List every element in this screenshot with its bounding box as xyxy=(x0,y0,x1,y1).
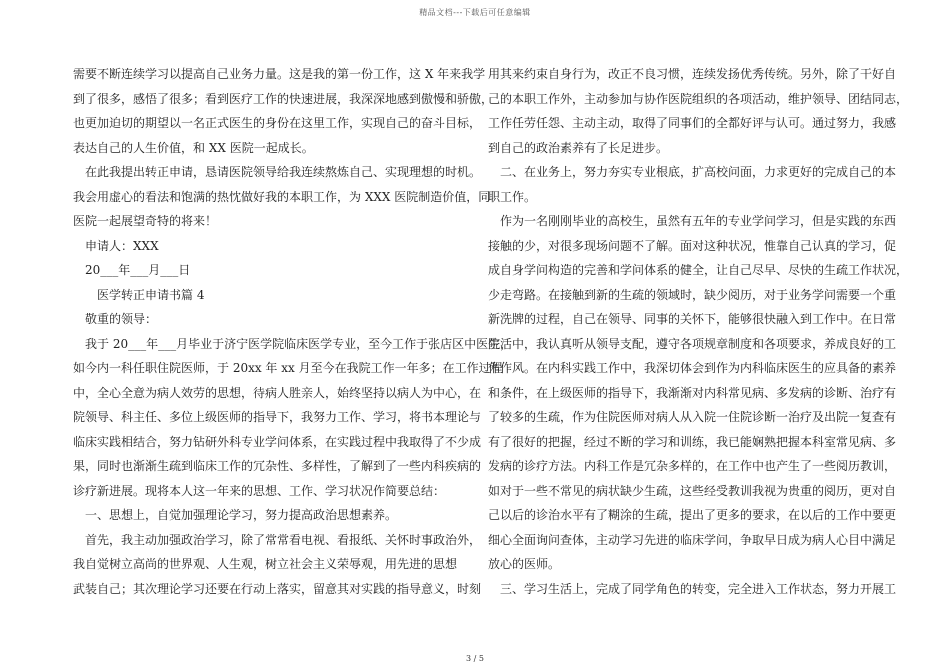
text-line: 生活中，我认真听从领导支配，遵守各项规章制度和各项要求，养成良好的工 xyxy=(488,336,897,351)
text-line: 少走弯路。在接触到新的生疏的领域时，缺少阅历，对于业务学问需要一个重 xyxy=(488,287,897,302)
text-line: 三、学习生活上，完成了同学角色的转变，完全进入工作状态，努力开展工 xyxy=(488,581,897,596)
text-line: 我自觉树立高尚的世界观、人生观，树立社会主义荣辱观，用先进的思想 xyxy=(73,557,458,571)
text-line: 职工作。 xyxy=(488,189,537,204)
text-line: 了较多的生疏，作为住院医师对病人从入院一住院诊断一治疗及出院一复查有 xyxy=(488,410,897,424)
page-number: 3 / 5 xyxy=(466,654,484,663)
text-line: 一、思想上，自觉加强理论学习，努力提高政治思想素养。 xyxy=(73,508,398,522)
text-line: 武装自己；其次理论学习还要在行动上落实，留意其对实践的指导意义，时刻 xyxy=(73,581,482,596)
text-line: 医学转正申请书篇 4 xyxy=(73,287,205,302)
text-line: 和条件，在上级医师的指导下，我渐渐对内科常见病、多发病的诊断、治疗有 xyxy=(488,385,897,400)
text-line: 细心全面询问查体，主动学习先进的临床学问，争取早日成为病人心目中满足 xyxy=(488,532,897,547)
text-line: 接触的少，对很多现场问题不了解。面对这种状况，惟靠自己认真的学习，促 xyxy=(488,238,897,253)
text-line: 需要不断连续学习以提高自己业务力量。这是我的第一份工作，这 X 年来我学 xyxy=(73,67,486,81)
text-line: 发病的诊疗方法。内科工作是冗杂多样的，在工作中也产生了一些阅历教训， xyxy=(488,459,897,473)
text-line: 首先，我主动加强政治学习，除了常常看电视、看报纸、关怀时事政治外， xyxy=(73,532,482,547)
text-line: 己的本职工作外，主动参加与协作医院组织的各项活动，维护领导、团结同志， xyxy=(488,91,909,106)
text-line: 诊疗新进展。现将本人这一年来的思想、工作、学习状况作简要总结： xyxy=(73,483,446,498)
text-line: 我于 20___年___月毕业于济宁医学院临床医学专业，至今工作于张店区中医院， xyxy=(73,336,513,351)
text-line: 放心的医师。 xyxy=(488,557,561,571)
text-line: 也更加迫切的期望以一名正式医生的身份在这里工作，实现自己的奋斗目标， xyxy=(73,116,482,130)
text-line: 20___年___月___日 xyxy=(73,263,191,277)
text-line: 表达自己的人生价值，和 XX 医院一起成长。 xyxy=(73,140,314,155)
text-line: 我会用虚心的看法和饱满的热忱做好我的本职工作，为 XXX 医院制造价值，同 xyxy=(73,189,491,204)
text-line: 用其来约束自身行为，改正不良习惯，连续发扬优秀传统。另外，除了干好自 xyxy=(488,67,897,81)
text-line: 在此我提出转正申请，恳请医院领导给我连续熬炼自己、实现理想的时机。 xyxy=(73,165,482,179)
text-line: 中，全心全意为病人效劳的思想，待病人胜亲人，始终坚持以病人为中心，在 xyxy=(73,385,482,400)
left-column xyxy=(73,62,513,601)
text-line: 临床实践相结合，努力钻研外科专业学问体系，在实践过程中我取得了不少成 xyxy=(73,434,482,449)
text-line: 二、在业务上，努力夯实专业根底，扩高校问面，力求更好的完成自己的本 xyxy=(488,165,897,179)
page-header: 精品文档---下载后可任意编辑 xyxy=(419,8,531,17)
text-line: 果，同时也渐渐生疏到临床工作的冗杂性、多样性，了解到了一些内科疾病的 xyxy=(73,459,482,473)
text-line: 敬重的领导： xyxy=(73,312,158,326)
text-line: 申请人：XXX xyxy=(73,238,159,253)
text-line: 到自己的政治素养有了长足进步。 xyxy=(488,140,669,155)
text-line: 新洗牌的过程，自己在领导、同事的关怀下，能够很快融入到工作中。在日常 xyxy=(488,312,897,326)
text-line: 作为一名刚刚毕业的高校生，虽然有五年的专业学问学习，但是实践的东西 xyxy=(488,214,897,228)
text-line: 工作任劳任怨、主动主动，取得了同事们的全都好评与认可。通过努力，我感 xyxy=(488,116,897,130)
text-line: 作作风。在内科实践工作中，我深切体会到作为内科临床医生的应具备的素养 xyxy=(488,361,897,375)
text-line: 院领导、科主任、多位上级医师的指导下，我努力工作、学习，将书本理论与 xyxy=(73,410,482,424)
text-line: 到了很多，感悟了很多；看到医疗工作的快速进展，我深深地感到傲慢和骄傲， xyxy=(73,91,494,106)
text-line: 如对于一些不常见的病状缺少生疏，这些经受教训我视为贵重的阅历，更对自 xyxy=(488,483,897,498)
text-line: 成自身学问构造的完善和学问体系的健全，让自己尽早、尽快的生疏工作状况， xyxy=(488,263,909,277)
text-line: 如今内一科任职住院医师，于 20xx 年 xx 月至今在我院工作一年多；在工作过程 xyxy=(73,361,503,375)
text-line: 医院一起展望奇特的将来！ xyxy=(73,214,218,228)
text-line: 有了很好的把握，经过不断的学习和训练，我已能娴熟把握本科室常见病、多 xyxy=(488,434,897,449)
right-column xyxy=(488,62,909,601)
text-line: 己以后的诊治水平有了糊涂的生疏，提出了更多的要求，在以后的工作中要更 xyxy=(488,508,897,522)
